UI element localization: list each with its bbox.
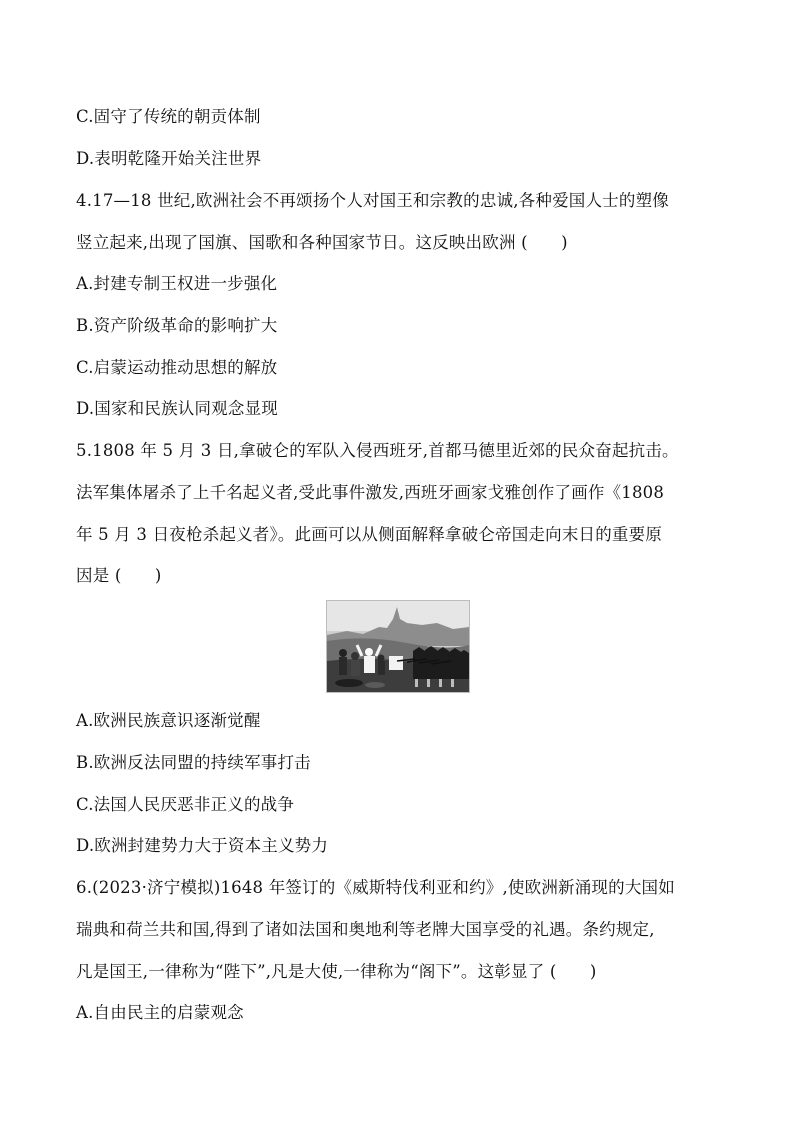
option-c-q4: C.启蒙运动推动思想的解放 xyxy=(76,358,278,377)
painting-image xyxy=(326,600,470,693)
option-a-q4: A.封建专制王权进一步强化 xyxy=(76,274,278,293)
question-5-line-3: 年 5 月 3 日夜枪杀起义者》。此画可以从侧面解释拿破仑帝国走向末日的重要原 xyxy=(76,525,663,544)
option-d-q4: D.国家和民族认同观念显现 xyxy=(76,399,278,418)
question-6-line-3: 凡是国王,一律称为“陛下”,凡是大使,一律称为“阁下”。这彰显了 ( ) xyxy=(76,962,597,981)
option-b-q4: B.资产阶级革命的影响扩大 xyxy=(76,316,278,335)
question-5-line-1: 5.1808 年 5 月 3 日,拿破仑的军队入侵西班牙,首都马德里近郊的民众奋起抗击。 xyxy=(76,441,679,460)
option-a-q6: A.自由民主的启蒙观念 xyxy=(76,1003,244,1022)
option-c-q3: C.固守了传统的朝贡体制 xyxy=(76,107,261,126)
option-d-q5: D.欧洲封建势力大于资本主义势力 xyxy=(76,836,329,855)
option-b-q5: B.欧洲反法同盟的持续军事打击 xyxy=(76,753,311,772)
question-4-line-2: 竖立起来,出现了国旗、国歌和各种国家节日。这反映出欧洲 ( ) xyxy=(76,233,568,252)
question-6-line-2: 瑞典和荷兰共和国,得到了诸如法国和奥地利等老牌大国享受的礼遇。条约规定, xyxy=(76,920,655,939)
question-6-line-1: 6.(2023·济宁模拟)1648 年签订的《威斯特伐利亚和约》,使欧洲新涌现的大国如 xyxy=(76,878,675,897)
option-c-q5: C.法国人民厌恶非正义的战争 xyxy=(76,795,295,814)
question-5-line-4: 因是 ( ) xyxy=(76,566,162,585)
option-d-q3: D.表明乾隆开始关注世界 xyxy=(76,149,262,168)
question-5-line-2: 法军集体屠杀了上千名起义者,受此事件激发,西班牙画家戈雅创作了画作《1808 xyxy=(76,483,665,502)
option-a-q5: A.欧洲民族意识逐渐觉醒 xyxy=(76,711,261,730)
question-4-line-1: 4.17—18 世纪,欧洲社会不再颂扬个人对国王和宗教的忠诚,各种爱国人士的塑像 xyxy=(76,191,669,210)
